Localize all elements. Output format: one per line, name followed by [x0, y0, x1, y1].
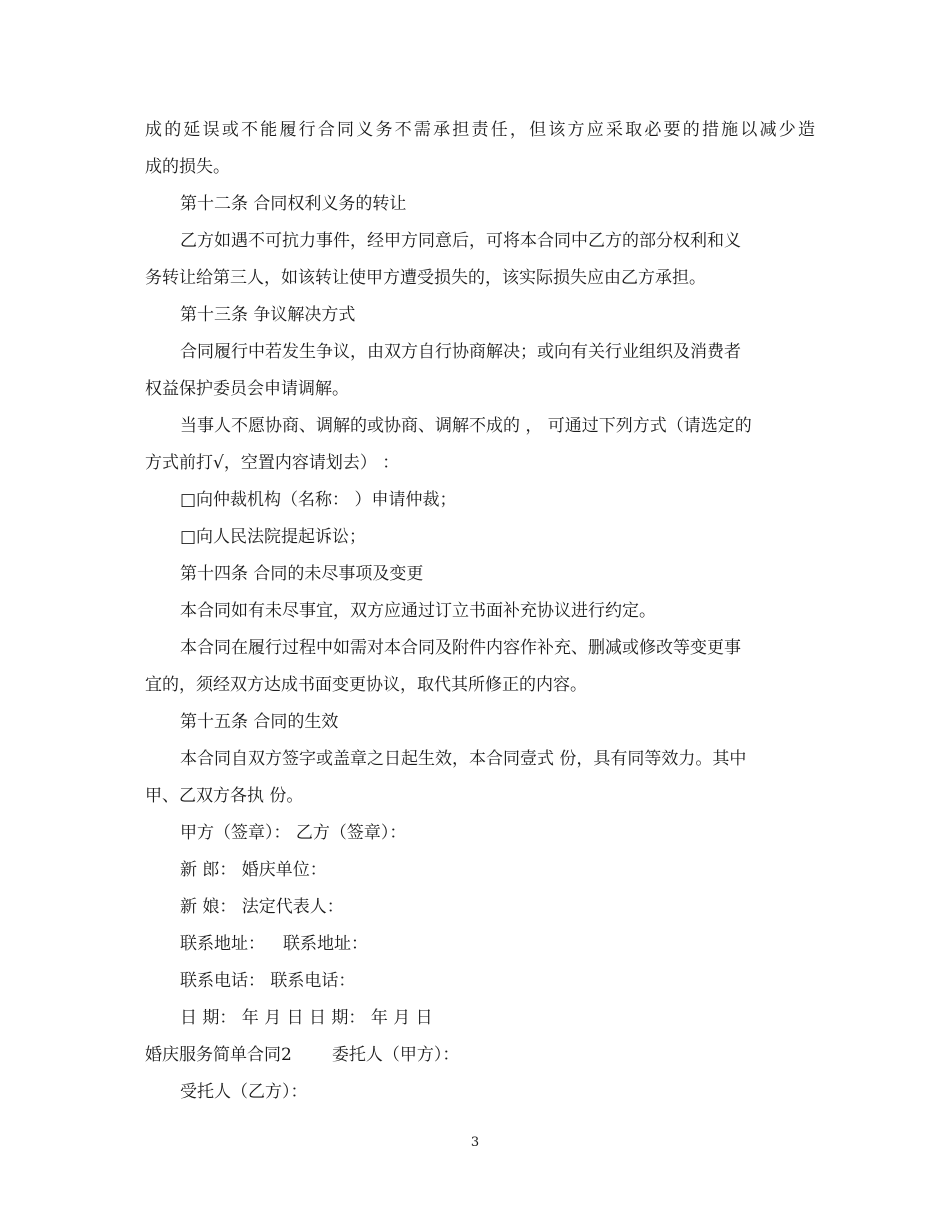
page-number: 3 [470, 1135, 480, 1150]
contract-title: 婚庆服务简单合同2 [145, 1045, 292, 1065]
body-line: 本合同自双方签字或盖章之日起生效，本合同壹式 份，具有同等效力。其中 [180, 749, 747, 769]
principal-label: 委托人（甲方）： [331, 1045, 460, 1065]
signature-line: 新 郎： 婚庆单位： [180, 860, 327, 880]
body-line: 权益保护委员会申请调解。 [145, 379, 349, 399]
body-line: 当事人不愿协商、调解的或协商、调解不成的 ， 可通过下列方式（请选定的 [180, 416, 752, 436]
body-line: 方式前打√，空置内容请划去） ： [145, 453, 400, 473]
section-heading: 第十三条 争议解决方式 [180, 305, 356, 325]
section-heading: 第十五条 合同的生效 [180, 712, 339, 732]
signature-line: 新 娘： 法定代表人： [180, 897, 344, 917]
body-line: 成的延误或不能履行合同义务不需承担责任，但该方应采取必要的措施以减少造 [145, 120, 815, 140]
section-heading: 第十二条 合同权利义务的转让 [180, 194, 407, 214]
signature-line: 联系电话： 联系电话： [180, 971, 356, 991]
option-line: □向仲裁机构（名称： ）申请仲裁； [180, 490, 457, 510]
body-line: 合同履行中若发生争议，由双方自行协商解决；或向有关行业组织及消费者 [180, 342, 741, 362]
body-line: 本合同如有未尽事宜，双方应通过订立书面补充协议进行约定。 [180, 601, 656, 621]
signature-line [180, 926, 850, 963]
section-heading: 第十四条 合同的未尽事项及变更 [180, 564, 424, 584]
option-line: □向人民法院提起诉讼； [180, 527, 367, 547]
title-line [145, 1037, 815, 1074]
body-line: 受托人（乙方）： [180, 1082, 308, 1102]
body-line: 务转让给第三人，如该转让使甲方遭受损失的，该实际损失应由乙方承担。 [145, 268, 706, 288]
body-line: 本合同在履行过程中如需对本合同及附件内容作补充、删减或修改等变更事 [180, 638, 741, 658]
body-line: 乙方如遇不可抗力事件，经甲方同意后，可将本合同中乙方的部分权利和义 [180, 231, 741, 251]
body-line: 宜的，须经双方达成书面变更协议，取代其所修正的内容。 [145, 675, 587, 695]
address-label-b: 联系地址： [283, 934, 368, 954]
body-line: 甲、乙双方各执 份。 [145, 786, 304, 806]
signature-line: 日 期： 年 月 日 日 期： 年 月 日 [180, 1008, 433, 1028]
address-label-a: 联系地址： [180, 934, 265, 954]
body-line: 成的损失。 [145, 157, 230, 177]
signature-line: 甲方（签章）： 乙方（签章）： [180, 823, 407, 843]
